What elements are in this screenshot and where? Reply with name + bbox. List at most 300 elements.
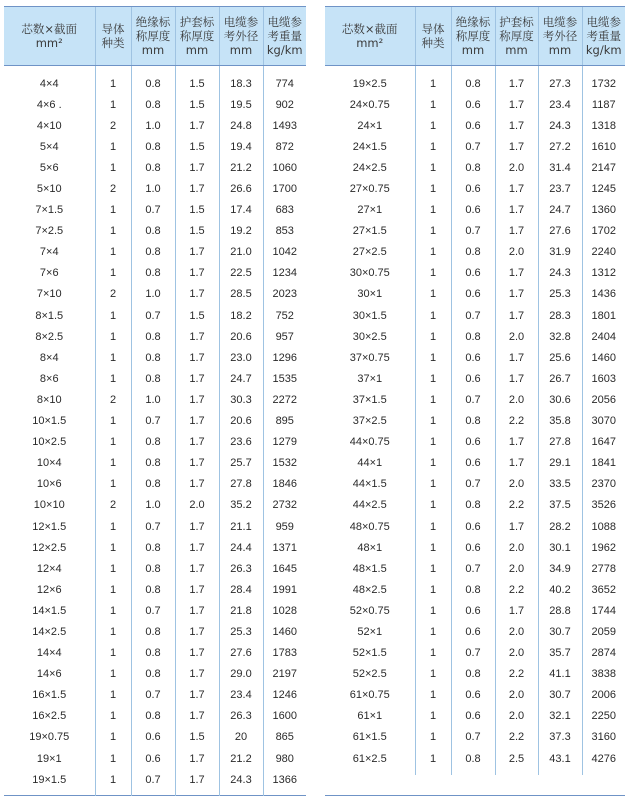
spacer-cell: [415, 769, 451, 775]
cell-spec: 16×2.5: [32, 710, 67, 723]
cell-conductor-type: 1: [95, 453, 131, 474]
cell-outer-diameter: 19.2: [219, 221, 263, 242]
table-row: [325, 495, 625, 516]
cell-conductor-type: 1: [95, 621, 131, 642]
cell-weight: 1532: [263, 453, 306, 474]
cell-conductor-type: 1: [415, 432, 451, 453]
cell-insulation-thickness: 0.8: [131, 221, 175, 242]
cell-sheath-thickness: 1.7: [495, 200, 538, 221]
cell-weight: 1702: [582, 221, 625, 242]
cell-sheath-thickness: 1.7: [495, 115, 538, 136]
cell-spec: 14×6: [36, 668, 62, 681]
cell-weight: 1042: [263, 242, 306, 263]
cell-weight: 1962: [582, 537, 625, 558]
cell-outer-diameter: 19.4: [219, 136, 263, 157]
cell-insulation-thickness: 0.6: [451, 600, 495, 621]
cell-conductor-type: 1: [415, 495, 451, 516]
cell-conductor-type: 1: [95, 664, 131, 685]
cell-insulation-thickness: 0.6: [451, 200, 495, 221]
cell-outer-diameter: 27.6: [538, 221, 582, 242]
header-weight: 电缆参 考重量 kg/km: [582, 7, 625, 66]
cell-conductor-type: 1: [95, 263, 131, 284]
cell-insulation-thickness: 1.0: [131, 389, 175, 410]
cell-weight: 1187: [582, 94, 625, 115]
left-spec-table-panel: [4, 6, 306, 796]
spacer-cell: [451, 66, 495, 74]
table-row: [4, 579, 306, 600]
cell-insulation-thickness: 0.8: [131, 579, 175, 600]
cell-conductor-type: 1: [95, 305, 131, 326]
cell-insulation-thickness: 0.6: [451, 347, 495, 368]
cell-sheath-thickness: 1.7: [175, 516, 219, 537]
cell-insulation-thickness: 0.6: [451, 115, 495, 136]
header-sheath-thickness: 护套标 称厚度 mm: [175, 7, 219, 66]
cell-outer-diameter: 32.8: [538, 326, 582, 347]
cell-insulation-thickness: 0.8: [131, 263, 175, 284]
cell-weight: 2056: [582, 389, 625, 410]
table-row: [4, 643, 306, 664]
cell-weight: 3652: [582, 579, 625, 600]
cell-outer-diameter: 23.4: [219, 685, 263, 706]
cell-outer-diameter: 21.2: [219, 157, 263, 178]
cell-insulation-thickness: 0.6: [451, 453, 495, 474]
spacer-row: [4, 790, 306, 796]
spacer-cell: [219, 66, 263, 74]
cell-conductor-type: 1: [415, 200, 451, 221]
cell-sheath-thickness: 1.5: [175, 727, 219, 748]
cell-sheath-thickness: 1.7: [175, 453, 219, 474]
cell-sheath-thickness: 2.2: [495, 411, 538, 432]
table-row: [4, 73, 306, 94]
cell-sheath-thickness: 1.5: [175, 200, 219, 221]
cell-spec: 37×1.5: [352, 393, 387, 406]
cell-insulation-thickness: 0.7: [131, 200, 175, 221]
cell-outer-diameter: 28.8: [538, 600, 582, 621]
cell-spec: 37×0.75: [349, 351, 390, 364]
cell-weight: 2147: [582, 157, 625, 178]
cell-sheath-thickness: 2.0: [495, 474, 538, 495]
cell-outer-diameter: 20: [219, 727, 263, 748]
table-row: [4, 263, 306, 284]
right-table-body: [325, 66, 625, 776]
cell-sheath-thickness: 1.7: [495, 136, 538, 157]
cell-sheath-thickness: 1.7: [175, 579, 219, 600]
cell-conductor-type: 1: [415, 94, 451, 115]
cell-weight: 2874: [582, 643, 625, 664]
cell-insulation-thickness: 0.6: [451, 621, 495, 642]
cell-spec: 52×0.75: [349, 604, 390, 617]
table-row: [325, 432, 625, 453]
spacer-cell: [495, 769, 538, 775]
table-row: [325, 600, 625, 621]
cell-conductor-type: 1: [415, 389, 451, 410]
cell-conductor-type: 1: [415, 685, 451, 706]
cell-outer-diameter: 25.3: [219, 621, 263, 642]
table-row: [4, 621, 306, 642]
table-row: [4, 516, 306, 537]
cell-conductor-type: 1: [415, 73, 451, 94]
header-conductor-type: 导体 种类: [95, 7, 131, 66]
cell-sheath-thickness: 1.7: [495, 94, 538, 115]
cell-insulation-thickness: 0.8: [131, 157, 175, 178]
cell-weight: 1366: [263, 769, 306, 790]
table-row: [325, 748, 625, 769]
cell-weight: 865: [263, 727, 306, 748]
cell-spec: 12×1.5: [32, 520, 67, 533]
cell-weight: 1744: [582, 600, 625, 621]
table-row: [325, 389, 625, 410]
cell-spec: 27×0.75: [349, 183, 390, 196]
cell-conductor-type: 1: [95, 727, 131, 748]
cell-sheath-thickness: 1.7: [175, 368, 219, 389]
cell-conductor-type: 2: [95, 115, 131, 136]
cell-weight: 1801: [582, 305, 625, 326]
cell-spec: 24×0.75: [349, 98, 390, 111]
cell-spec: 44×2.5: [352, 499, 387, 512]
cell-conductor-type: 1: [95, 368, 131, 389]
cell-insulation-thickness: 0.7: [451, 136, 495, 157]
cell-outer-diameter: 18.3: [219, 73, 263, 94]
cell-outer-diameter: 24.3: [538, 263, 582, 284]
cell-sheath-thickness: 1.7: [495, 305, 538, 326]
cell-insulation-thickness: 0.7: [451, 305, 495, 326]
cell-sheath-thickness: 1.7: [175, 242, 219, 263]
cell-weight: 1493: [263, 115, 306, 136]
spacer-row: [325, 66, 625, 74]
cell-insulation-thickness: 0.8: [451, 411, 495, 432]
cell-spec: 8×6: [39, 372, 59, 385]
cell-insulation-thickness: 0.8: [131, 474, 175, 495]
cell-weight: 1841: [582, 453, 625, 474]
cell-outer-diameter: 28.5: [219, 284, 263, 305]
table-row: [4, 136, 306, 157]
table-row: [4, 411, 306, 432]
cell-weight: 1603: [582, 368, 625, 389]
table-row: [4, 178, 306, 199]
cell-weight: 1600: [263, 706, 306, 727]
cell-outer-diameter: 27.6: [219, 643, 263, 664]
cell-weight: 2250: [582, 706, 625, 727]
table-row: [325, 685, 625, 706]
table-row: [325, 284, 625, 305]
right-spec-table: [325, 7, 625, 775]
cell-spec: 5×6: [39, 161, 59, 174]
cell-outer-diameter: 30.6: [538, 389, 582, 410]
cell-outer-diameter: 25.6: [538, 347, 582, 368]
cell-spec: 19×2.5: [352, 77, 387, 90]
table-row: [325, 579, 625, 600]
cell-insulation-thickness: 0.8: [131, 242, 175, 263]
cell-weight: 2272: [263, 389, 306, 410]
cell-spec: 27×1.5: [352, 225, 387, 238]
table-row: [4, 664, 306, 685]
cell-outer-diameter: 35.8: [538, 411, 582, 432]
cell-outer-diameter: 27.8: [219, 474, 263, 495]
cell-spec: 61×1: [357, 710, 383, 723]
cell-spec: 10×6: [36, 478, 62, 491]
cell-outer-diameter: 25.3: [538, 284, 582, 305]
cell-insulation-thickness: 0.6: [451, 94, 495, 115]
cell-weight: 853: [263, 221, 306, 242]
cell-insulation-thickness: 0.7: [451, 643, 495, 664]
cell-spec: 12×4: [36, 562, 62, 575]
cell-conductor-type: 1: [415, 600, 451, 621]
cell-conductor-type: 1: [95, 347, 131, 368]
cell-spec: 44×1.5: [352, 478, 387, 491]
cell-weight: 2778: [582, 558, 625, 579]
cell-spec: 10×2.5: [32, 436, 67, 449]
cell-spec: 27×1: [357, 204, 383, 217]
cell-weight: 1028: [263, 600, 306, 621]
cell-insulation-thickness: 0.7: [451, 727, 495, 748]
cell-outer-diameter: 23.4: [538, 94, 582, 115]
table-row: [325, 178, 625, 199]
cell-weight: 2240: [582, 242, 625, 263]
cell-spec: 14×4: [36, 647, 62, 660]
cell-sheath-thickness: 1.7: [495, 516, 538, 537]
cell-sheath-thickness: 2.0: [495, 621, 538, 642]
cell-weight: 1296: [263, 347, 306, 368]
cell-conductor-type: 1: [415, 242, 451, 263]
table-row: [325, 263, 625, 284]
cell-insulation-thickness: 0.8: [451, 73, 495, 94]
cell-sheath-thickness: 1.5: [175, 73, 219, 94]
cell-conductor-type: 1: [415, 221, 451, 242]
cell-outer-diameter: 27.3: [538, 73, 582, 94]
header-outer-diameter: 电缆参 考外径 mm: [219, 7, 263, 66]
table-row: [4, 221, 306, 242]
cell-conductor-type: 1: [415, 579, 451, 600]
cell-weight: 957: [263, 326, 306, 347]
cell-insulation-thickness: 0.8: [451, 326, 495, 347]
cell-conductor-type: 1: [95, 537, 131, 558]
cell-sheath-thickness: 1.7: [175, 411, 219, 432]
cell-sheath-thickness: 2.0: [495, 242, 538, 263]
cell-outer-diameter: 29.1: [538, 453, 582, 474]
cell-insulation-thickness: 0.8: [131, 453, 175, 474]
cell-conductor-type: 1: [95, 326, 131, 347]
cell-insulation-thickness: 0.7: [131, 685, 175, 706]
cell-conductor-type: 1: [95, 579, 131, 600]
spacer-cell: [325, 769, 415, 775]
cell-sheath-thickness: 1.7: [175, 748, 219, 769]
cell-insulation-thickness: 0.8: [131, 73, 175, 94]
cell-conductor-type: 1: [415, 326, 451, 347]
table-row: [4, 326, 306, 347]
cell-spec: 10×4: [36, 457, 62, 470]
cell-spec: 61×2.5: [352, 752, 387, 765]
header-outer-diameter: 电缆参 考外径 mm: [538, 7, 582, 66]
cell-weight: 1700: [263, 178, 306, 199]
table-row: [325, 643, 625, 664]
cell-insulation-thickness: 0.6: [451, 685, 495, 706]
table-row: [4, 157, 306, 178]
spacer-cell: [582, 769, 625, 775]
cell-spec: 19×1.5: [32, 773, 67, 786]
table-row: [325, 621, 625, 642]
cell-outer-diameter: 26.7: [538, 368, 582, 389]
cell-conductor-type: 2: [95, 495, 131, 516]
cell-conductor-type: 1: [415, 748, 451, 769]
cell-outer-diameter: 37.3: [538, 727, 582, 748]
header-spec: 芯数×截面 mm²: [325, 7, 415, 66]
spacer-cell: [4, 790, 95, 796]
table-row: [325, 474, 625, 495]
cell-weight: 1371: [263, 537, 306, 558]
cell-insulation-thickness: 0.6: [451, 284, 495, 305]
cell-spec: 52×1: [357, 625, 383, 638]
cell-insulation-thickness: 0.8: [451, 748, 495, 769]
cell-spec: 48×2.5: [352, 583, 387, 596]
cell-outer-diameter: 30.7: [538, 621, 582, 642]
cell-sheath-thickness: 1.7: [175, 432, 219, 453]
cell-sheath-thickness: 1.5: [175, 221, 219, 242]
cell-conductor-type: 1: [95, 157, 131, 178]
table-row: [4, 389, 306, 410]
table-row: [4, 432, 306, 453]
cell-sheath-thickness: 1.7: [175, 621, 219, 642]
cell-spec: 12×2.5: [32, 541, 67, 554]
cell-weight: 3070: [582, 411, 625, 432]
cell-outer-diameter: 35.2: [219, 495, 263, 516]
cell-outer-diameter: 17.4: [219, 200, 263, 221]
table-row: [325, 305, 625, 326]
spacer-cell: [131, 790, 175, 796]
cell-weight: 2059: [582, 621, 625, 642]
cell-conductor-type: 1: [415, 263, 451, 284]
cell-conductor-type: 1: [415, 453, 451, 474]
cell-conductor-type: 1: [415, 411, 451, 432]
cell-outer-diameter: 24.8: [219, 115, 263, 136]
cell-conductor-type: 1: [95, 73, 131, 94]
cell-outer-diameter: 35.7: [538, 643, 582, 664]
cell-insulation-thickness: 0.8: [451, 664, 495, 685]
spacer-cell: [263, 66, 306, 74]
cell-insulation-thickness: 0.6: [451, 178, 495, 199]
cell-sheath-thickness: 1.5: [175, 94, 219, 115]
spacer-cell: [415, 66, 451, 74]
cell-spec: 48×0.75: [349, 520, 390, 533]
cell-outer-diameter: 26.3: [219, 706, 263, 727]
cell-insulation-thickness: 1.0: [131, 284, 175, 305]
cell-conductor-type: 1: [415, 537, 451, 558]
cell-weight: 3526: [582, 495, 625, 516]
cell-outer-diameter: 33.5: [538, 474, 582, 495]
cell-spec: 14×2.5: [32, 625, 67, 638]
cell-outer-diameter: 23.7: [538, 178, 582, 199]
cell-insulation-thickness: 0.7: [131, 305, 175, 326]
cell-sheath-thickness: 1.7: [175, 389, 219, 410]
cell-insulation-thickness: 0.7: [131, 769, 175, 790]
cell-sheath-thickness: 1.7: [175, 326, 219, 347]
cell-sheath-thickness: 1.7: [495, 221, 538, 242]
spacer-row: [325, 769, 625, 775]
table-row: [325, 368, 625, 389]
cell-conductor-type: 1: [95, 558, 131, 579]
cell-sheath-thickness: 1.7: [175, 474, 219, 495]
cell-conductor-type: 1: [95, 600, 131, 621]
cell-conductor-type: 1: [95, 474, 131, 495]
table-row: [4, 284, 306, 305]
cell-sheath-thickness: 2.2: [495, 664, 538, 685]
cell-sheath-thickness: 1.7: [175, 263, 219, 284]
cell-weight: 1647: [582, 432, 625, 453]
cell-spec: 7×6: [39, 267, 59, 280]
header-sheath-thickness: 护套标 称厚度 mm: [495, 7, 538, 66]
cell-sheath-thickness: 1.7: [495, 347, 538, 368]
cell-conductor-type: 1: [415, 115, 451, 136]
cell-sheath-thickness: 1.7: [495, 178, 538, 199]
table-row: [325, 727, 625, 748]
cell-spec: 19×0.75: [29, 731, 70, 744]
cell-outer-diameter: 34.9: [538, 558, 582, 579]
cell-insulation-thickness: 0.6: [451, 263, 495, 284]
table-row: [325, 200, 625, 221]
cell-weight: 1318: [582, 115, 625, 136]
cell-insulation-thickness: 0.6: [131, 748, 175, 769]
cell-spec: 7×10: [36, 288, 62, 301]
cell-insulation-thickness: 0.6: [451, 537, 495, 558]
cell-weight: 1088: [582, 516, 625, 537]
cell-insulation-thickness: 0.8: [131, 368, 175, 389]
cell-conductor-type: 2: [95, 284, 131, 305]
cell-spec: 8×4: [39, 351, 59, 364]
cell-outer-diameter: 23.0: [219, 347, 263, 368]
cell-spec: 52×2.5: [352, 668, 387, 681]
cell-outer-diameter: 18.2: [219, 305, 263, 326]
cell-conductor-type: 1: [415, 347, 451, 368]
table-row: [4, 769, 306, 790]
cell-insulation-thickness: 0.8: [131, 621, 175, 642]
cell-conductor-type: 1: [95, 136, 131, 157]
cell-sheath-thickness: 1.7: [175, 157, 219, 178]
cell-weight: 2023: [263, 284, 306, 305]
table-row: [4, 537, 306, 558]
cell-spec: 44×0.75: [349, 436, 390, 449]
cell-weight: 902: [263, 94, 306, 115]
cell-outer-diameter: 30.7: [538, 685, 582, 706]
cell-weight: 895: [263, 411, 306, 432]
cell-conductor-type: 1: [415, 643, 451, 664]
cell-outer-diameter: 24.4: [219, 537, 263, 558]
table-row: [325, 411, 625, 432]
cell-weight: 1245: [582, 178, 625, 199]
table-row: [325, 537, 625, 558]
cell-outer-diameter: 19.5: [219, 94, 263, 115]
cell-spec: 37×1: [357, 372, 383, 385]
cell-insulation-thickness: 0.8: [131, 136, 175, 157]
cell-spec: 8×1.5: [35, 309, 64, 322]
right-spec-table-panel: [325, 6, 625, 796]
cell-spec: 30×1.5: [352, 309, 387, 322]
cell-sheath-thickness: 1.7: [175, 347, 219, 368]
cell-conductor-type: 1: [95, 94, 131, 115]
cell-outer-diameter: 24.3: [219, 769, 263, 790]
cell-sheath-thickness: 1.7: [495, 432, 538, 453]
cell-spec: 12×6: [36, 583, 62, 596]
cell-outer-diameter: 40.2: [538, 579, 582, 600]
cell-outer-diameter: 41.1: [538, 664, 582, 685]
table-row: [4, 748, 306, 769]
cell-weight: 2006: [582, 685, 625, 706]
cell-sheath-thickness: 2.0: [495, 537, 538, 558]
cell-insulation-thickness: 0.6: [451, 706, 495, 727]
cell-conductor-type: 1: [415, 157, 451, 178]
cell-sheath-thickness: 2.0: [495, 157, 538, 178]
cell-sheath-thickness: 2.0: [495, 389, 538, 410]
cell-spec: 5×4: [39, 140, 59, 153]
spacer-cell: [495, 66, 538, 74]
